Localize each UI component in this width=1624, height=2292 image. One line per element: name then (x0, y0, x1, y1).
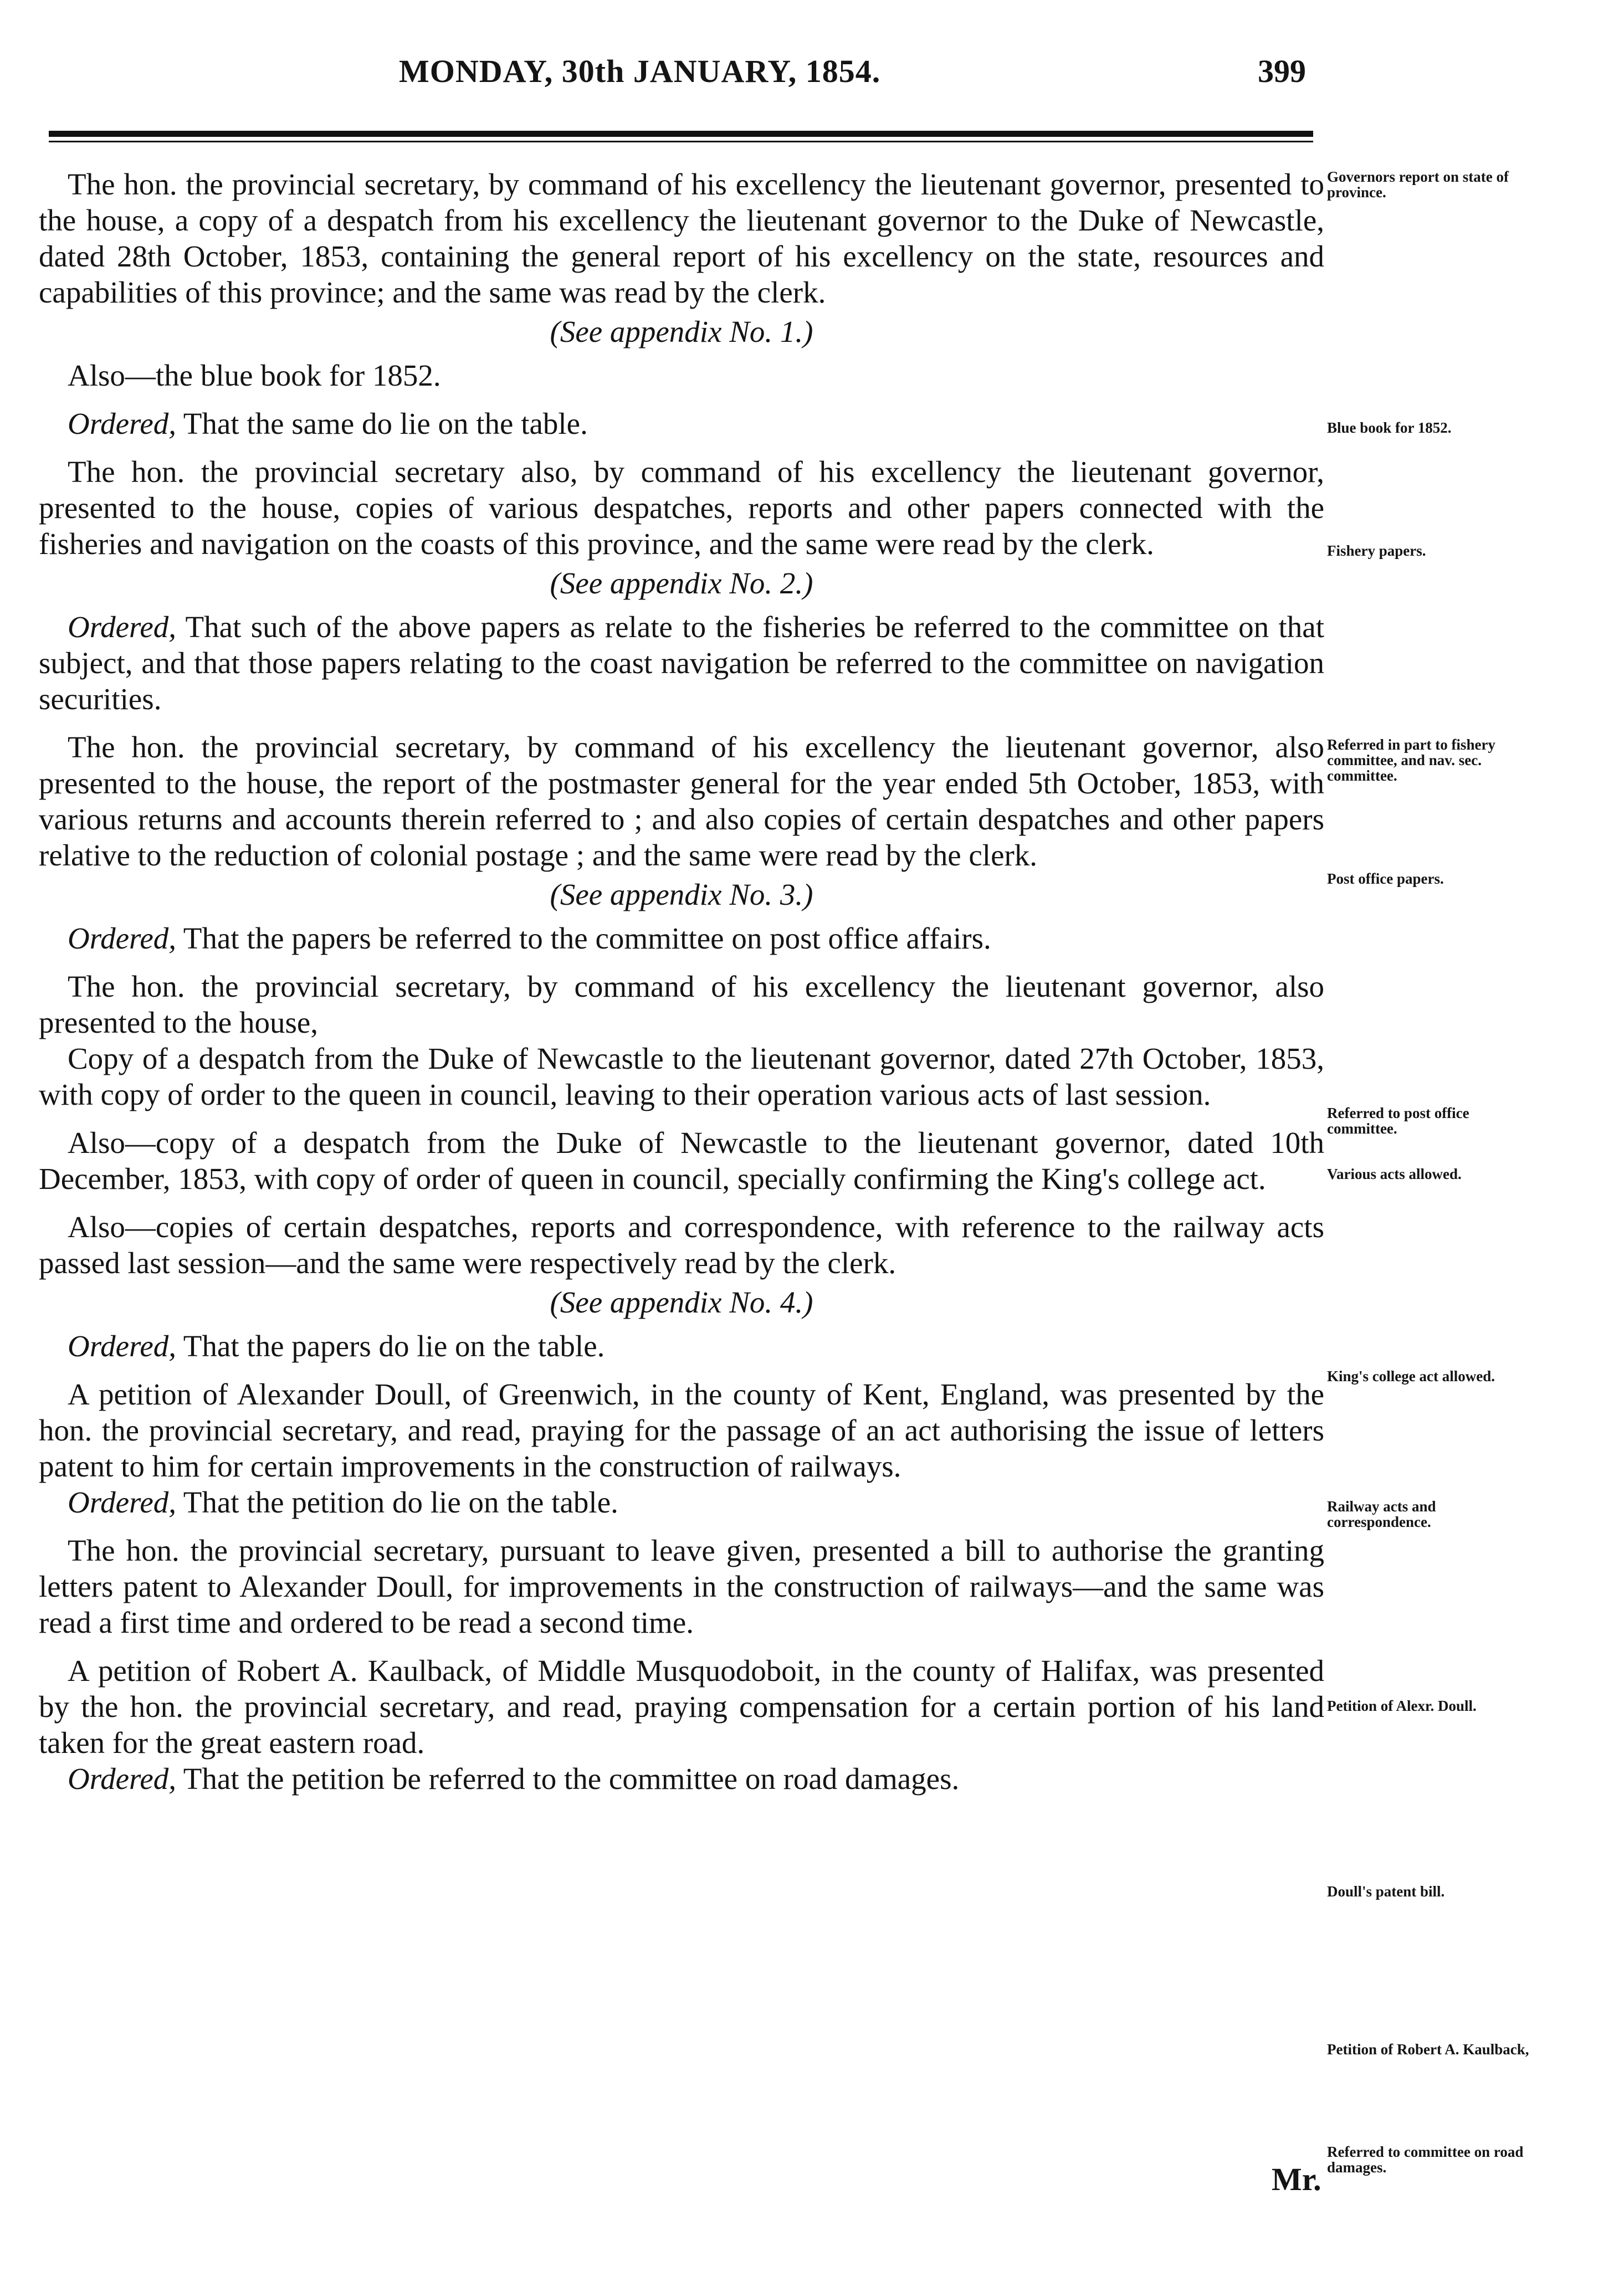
ordered-paragraph: Ordered, That the petition do lie on the table. (68, 1485, 618, 1519)
margin-note: Referred to post office committee. (1327, 1105, 1469, 1137)
margin-note: Fishery papers. (1327, 542, 1426, 559)
page-number: 399 (1258, 53, 1306, 89)
paragraph: A petition of Robert A. Kaulback, of Middle Musquodoboit, in the county of Halifax, was presented by the hon. the provincial secretary, and read, praying compensation for a certain portion of his land taken for the great eastern road. (39, 1654, 1324, 1760)
appendix-reference: (See appendix No. 1.) (550, 315, 813, 348)
paragraph: The hon. the provincial secretary, by command of his excellency the lieutenant governor, presented to the house, a copy of a despatch from his excellency the lieutenant governor to the Duke of Newcastle, dated 28th October, 1853, containing the general report of his excellency on the state, resources and capabilities of this province; and the same was read by the clerk. (39, 167, 1324, 309)
ordered-paragraph: Ordered, That the same do lie on the table. (68, 407, 588, 440)
margin-note: Petition of Alexr. Doull. (1327, 1698, 1477, 1714)
margin-note: Various acts allowed. (1327, 1166, 1462, 1182)
margin-note: King's college act allowed. (1327, 1368, 1495, 1385)
ordered-paragraph: Ordered, That the papers do lie on the table. (68, 1329, 605, 1363)
paragraph: The hon. the provincial secretary, by command of his excellency the lieutenant governor, also presented to the house, the report of the postmaster general for the year ended 5th October, 1853, with various returns and accounts therein referred to ; and also copies of certain despatches and other papers relative to the reduction of colonial postage ; and the same were read by the clerk. (39, 730, 1324, 872)
ordered-paragraph: Ordered, That the papers be referred to the committee on post office affairs. (68, 921, 991, 955)
margin-note: Post office papers. (1327, 870, 1444, 887)
page-header (44, 53, 1319, 102)
margin-note: Blue book for 1852. (1327, 419, 1452, 436)
paragraph: Copy of a despatch from the Duke of Newcastle to the lieutenant governor, dated 27th October, 1853, with copy of order to the queen in council, leaving to their operation various acts of last session. (39, 1042, 1324, 1111)
margin-note: Governors report on state of province. (1327, 168, 1509, 201)
paragraph: The hon. the provincial secretary, by command of his excellency the lieutenant governor, also presented to the house, (39, 970, 1324, 1039)
paragraph: Also—copies of certain despatches, reports and correspondence, with reference to the railway acts passed last session—and the same were respectively read by the clerk. (39, 1210, 1324, 1280)
margin-note: Doull's patent bill. (1327, 1883, 1445, 1900)
margin-note: Railway acts and correspondence. (1327, 1498, 1436, 1530)
paragraph: The hon. the provincial secretary, pursuant to leave given, presented a bill to authorise the granting letters patent to Alexander Doull, for improvements in the construction of railways—and the same was read a first time and ordered to be read a second time. (39, 1534, 1324, 1639)
header-rule-thin (49, 141, 1313, 142)
appendix-reference: (See appendix No. 3.) (550, 878, 813, 911)
catchword: Mr. (1272, 2161, 1321, 2197)
margin-note: Referred to committee on road damages. (1327, 2144, 1524, 2176)
body-text (39, 166, 1324, 1797)
paragraph: The hon. the provincial secretary also, by command of his excellency the lieutenant governor, presented to the house, copies of various despatches, reports and other papers connected with the fisheries and navigation on the coasts of this province, and the same were read by the clerk. (39, 455, 1324, 561)
paragraph: Also—the blue book for 1852. (68, 358, 441, 392)
margin-note: Petition of Robert A. Kaulback, (1327, 2041, 1529, 2058)
appendix-reference: (See appendix No. 2.) (550, 566, 813, 600)
header-rule-thick (49, 131, 1313, 137)
page-title: MONDAY, 30th JANUARY, 1854. (399, 53, 881, 89)
paragraph: Also—copy of a despatch from the Duke of Newcastle to the lieutenant governor, dated 10th December, 1853, with copy of order of queen in council, specially confirming the King's college act. (39, 1126, 1324, 1196)
paragraph: A petition of Alexander Doull, of Greenwich, in the county of Kent, England, was presented by the hon. the provincial secretary, and read, praying for the passage of an act authorising the issue of letters patent to him for certain improvements in the construction of railways. (39, 1377, 1324, 1483)
appendix-reference: (See appendix No. 4.) (550, 1285, 813, 1319)
margin-note: Referred in part to fishery committee, and nav. sec. committee. (1327, 736, 1495, 784)
ordered-paragraph: Ordered, That such of the above papers as relate to the fisheries be referred to the committee on that subject, and that those papers relating to the coast navigation be referred to the committee on navigation securities. (39, 610, 1324, 716)
ordered-paragraph: Ordered, That the petition be referred to the committee on road damages. (68, 1762, 960, 1796)
